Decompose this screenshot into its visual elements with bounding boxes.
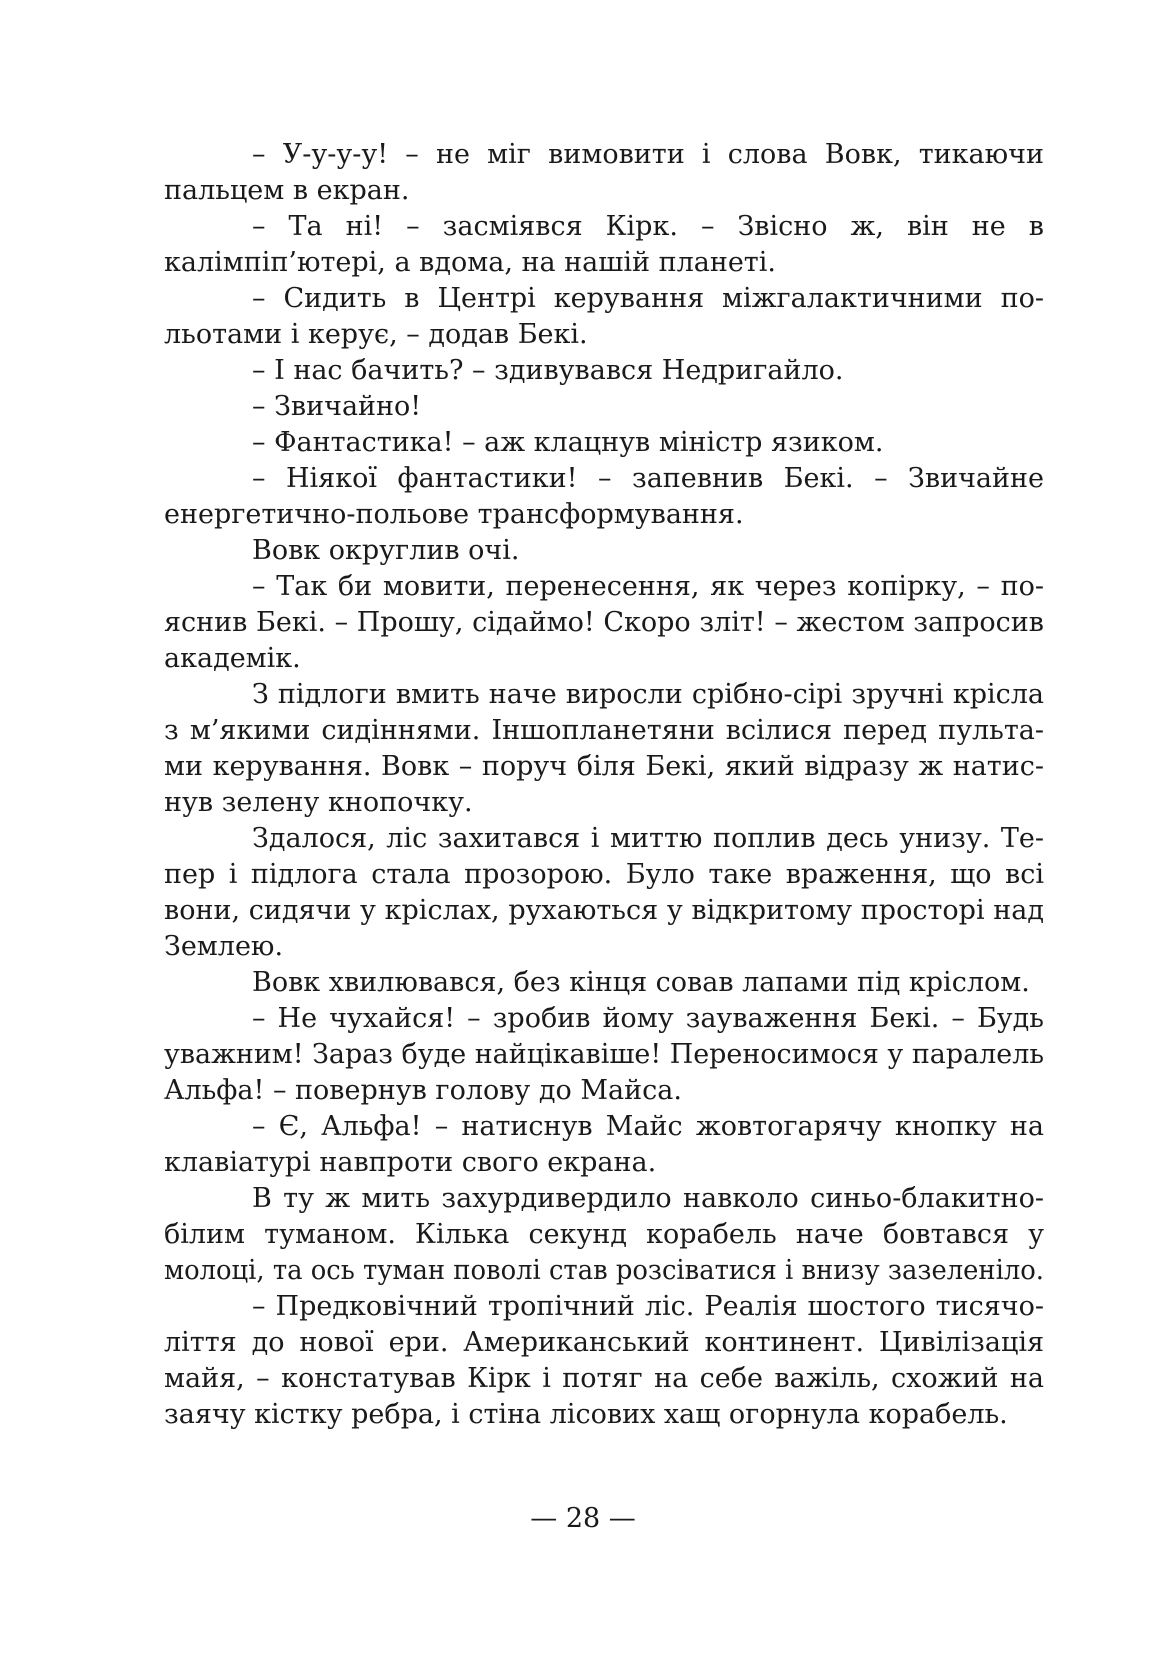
- text-line: пер і підлога стала прозорою. Було таке враження, що всі: [164, 859, 1044, 890]
- text-line: – Так би мовити, перенесення, як через копірку, – по-: [252, 571, 1044, 602]
- text-line: клавіатурі навпроти свого екрана.: [164, 1147, 657, 1178]
- page-number: — 28 —: [530, 1503, 636, 1534]
- text-line: – І нас бачить? – здивувався Недригайло.: [252, 355, 844, 386]
- text-line: – Предковічний тропічний ліс. Реалія шостого тисячо-: [252, 1291, 1044, 1322]
- text-line: калімпіп’ютері, а вдома, на нашій планеті.: [164, 247, 776, 278]
- text-line: пальцем в екран.: [164, 175, 410, 206]
- text-line: – Фантастика! – аж клацнув міністр язиком.: [252, 427, 884, 458]
- text-line: вони, сидячи у кріслах, рухаються у відкритому просторі над: [164, 895, 1044, 926]
- text-line: льотами і керує, – додав Бекі.: [164, 319, 588, 350]
- text-line: академік.: [164, 643, 301, 674]
- text-line: заячу кістку ребра, і стіна лісових хащ огорнула корабель.: [164, 1399, 1008, 1430]
- text-line: Землею.: [164, 931, 284, 962]
- text-line: – Сидить в Центрі керування міжгалактичними по-: [252, 283, 1044, 314]
- text-line: З підлоги вмить наче виросли срібно-сірі зручні крісла: [252, 679, 1044, 710]
- text-line: Здалося, ліс захитався і миттю поплив десь унизу. Те-: [252, 823, 1044, 854]
- text-line: Альфа! – повернув голову до Майса.: [164, 1075, 682, 1106]
- text-line: – Ніякої фантастики! – запевнив Бекі. – Звичайне: [252, 463, 1044, 494]
- text-line: яснив Бекі. – Прошу, сідаймо! Скоро зліт! – жестом запросив: [164, 607, 1044, 638]
- text-line: Вовк хвилювався, без кінця совав лапами під кріслом.: [252, 967, 1030, 998]
- text-line: – Не чухайся! – зробив йому зауваження Бекі. – Будь: [252, 1003, 1044, 1034]
- text-line: – Є, Альфа! – натиснув Майс жовтогарячу кнопку на: [252, 1111, 1044, 1142]
- text-line-content: молоці, та ось туман поволі став розсіватися і внизу зазеленіло.: [164, 1255, 1044, 1286]
- text-line-content: уважним! Зараз буде найцікавіше! Переносимося у паралель: [164, 1039, 1044, 1070]
- text-line: нув зелену кнопочку.: [164, 787, 473, 818]
- body-text: [164, 137, 1044, 1433]
- text-line: Вовк округлив очі.: [252, 535, 520, 566]
- text-line: – Та ні! – засміявся Кірк. – Звісно ж, він не в: [252, 211, 1044, 242]
- text-line: ми керування. Вовк – поруч біля Бекі, який відразу ж натис-: [164, 751, 1044, 782]
- text-line: з м’якими сидіннями. Іншопланетяни всілися перед пульта-: [164, 715, 1044, 746]
- text-line: майя, – констатував Кірк і потяг на себе важіль, схожий на: [164, 1363, 1044, 1394]
- text-line: енергетично-польове трансформування.: [164, 499, 744, 530]
- text-line: ліття до нової ери. Американський континент. Цивілізація: [164, 1327, 1044, 1358]
- text-line: В ту ж мить захурдивердило навколо синьо-блакитно-: [252, 1183, 1044, 1214]
- text-line: – Звичайно!: [252, 391, 422, 422]
- text-line: білим туманом. Кілька секунд корабель наче бовтався у: [164, 1219, 1044, 1250]
- text-line: [164, 1253, 1044, 1289]
- text-line: [164, 1037, 1044, 1073]
- text-line: – У-у-у-у! – не міг вимовити і слова Вовк, тикаючи: [252, 139, 1044, 170]
